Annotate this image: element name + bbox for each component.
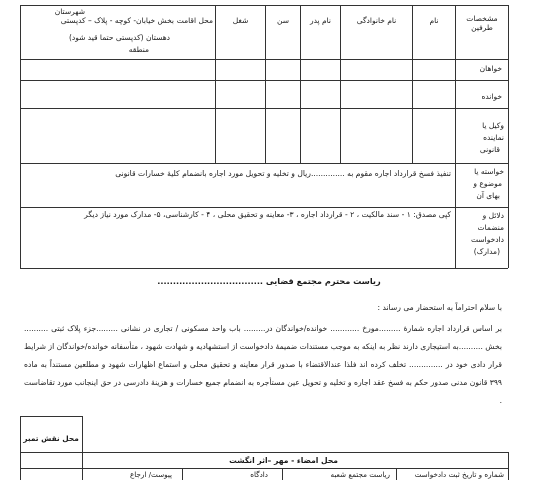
row-subject-border bbox=[20, 207, 508, 208]
row-label-subject-3: بهای آن bbox=[476, 191, 500, 200]
row-defendant-border bbox=[20, 108, 508, 109]
col-father-border bbox=[300, 5, 301, 163]
col-name-border bbox=[412, 5, 413, 163]
row-label-evidence-4: (مدارک) bbox=[473, 247, 500, 256]
footer-reference-col: پیوست/ ارجاع bbox=[129, 470, 172, 479]
label-column-border bbox=[455, 5, 456, 268]
row-label-plaintiff: خواهان bbox=[479, 64, 502, 73]
header-address-line2: بخش خیابان- کوچه - پلاک – کدپستی bbox=[60, 16, 174, 25]
stamp-label: محل نقش تمبر bbox=[23, 434, 79, 443]
header-address-line4: منطقه bbox=[128, 45, 149, 54]
footer-col-border-2 bbox=[282, 468, 283, 480]
row-label-lawyer-2: نماینده bbox=[483, 133, 504, 142]
header-name: نام bbox=[429, 16, 439, 25]
footer-left-border bbox=[20, 416, 21, 480]
signature-label: محل امضاء - مهر –اثر انگشت bbox=[229, 456, 338, 465]
footer-col-border-1 bbox=[182, 468, 183, 480]
row-label-evidence-1: دلائل و bbox=[482, 211, 504, 220]
row-label-subject-1: خواسته یا bbox=[474, 167, 504, 176]
header-family: نام خانوادگی bbox=[356, 16, 397, 25]
header-bottom-border bbox=[20, 59, 508, 60]
footer-top-border bbox=[20, 452, 508, 453]
row-label-subject-2: موضوع و bbox=[473, 179, 502, 188]
header-father: نام پدر bbox=[309, 16, 332, 25]
header-address-line1: شهرستان bbox=[54, 7, 85, 16]
col-job-border bbox=[215, 5, 216, 163]
table-right-border bbox=[508, 5, 509, 268]
table-top-border bbox=[20, 5, 508, 6]
header-address-line3: دهستان (کدپستی حتما قید شود) bbox=[68, 33, 170, 42]
footer-mid-border bbox=[20, 468, 508, 469]
col-family-border bbox=[340, 5, 341, 163]
letter-heading: ریاست محترم مجتمع قضایی .................................. bbox=[157, 276, 381, 286]
row-label-lawyer-3: قانونی bbox=[479, 145, 500, 154]
row-label-evidence-2: منضمات bbox=[477, 223, 504, 232]
footer-court-col: دادگاه bbox=[250, 470, 268, 479]
row-lawyer-border bbox=[20, 163, 508, 164]
row-plaintiff-border bbox=[20, 80, 508, 81]
footer-right-border bbox=[508, 452, 509, 480]
header-job: شغل bbox=[232, 16, 249, 25]
letter-greeting: با سلام احتراماً به استحضار می رساند : bbox=[377, 303, 502, 312]
table-left-border bbox=[20, 5, 21, 268]
row-label-defendant: خوانده bbox=[481, 92, 502, 101]
footer-branch-col: ریاست مجتمع شعبه bbox=[330, 470, 390, 479]
header-specs: مشخصات طرفین bbox=[466, 14, 498, 33]
subject-text: تنفیذ فسخ قرارداد اجاره مقوم به ..............ریال و تخلیه و تحویل مورد اجاره بانضمام کلیهٔ خسارات قانونی bbox=[115, 169, 451, 178]
stamp-top-border bbox=[20, 416, 82, 417]
table-bottom-border bbox=[20, 268, 508, 269]
row-label-lawyer-1: وکیل یا bbox=[482, 121, 504, 130]
footer-col-border-3 bbox=[396, 468, 397, 480]
letter-body: بر اساس قرارداد اجاره شمارهٔ .........مورخ ............ خوانده/خواندگان در......... باب واحد مسکونی / تجاری در نشانی .........جزء پلاک ثبتی .......... بخش ..........به استیجاری دارند نظر به اینکه به موجب مستندات ضمیمهٔ دادخواست از استشهادیه و شهادت شهود ، متأسفانه خوانده/خواندگان از شرایط قرار دادی خود در .............. تخلف کرده اند فلذا عندالاقتضاء با صدور قرار معاینه و تحقیق محلی و استماع اظهارات شهود و مطلعین مستنداً به ماده ۳۹۹ قانون مدنی صدور حکم به فسخ عقد اجاره و تخلیه و تحویل عین مستأجره به انضمام جمیع خسارات و هزینهٔ دادرسی در حق اینجانب مورد تقاضاست . bbox=[24, 324, 502, 405]
row-label-evidence-3: دادخواست bbox=[470, 235, 504, 244]
header-residence: محل اقامت bbox=[176, 16, 213, 25]
footer-stamp-border bbox=[82, 416, 83, 480]
col-age-border bbox=[265, 5, 266, 163]
footer-office-col: شماره و تاریخ ثبت دادخواست bbox=[414, 470, 504, 479]
header-age: سن bbox=[277, 16, 289, 25]
evidence-text: کپی مصدق: ۱ - سند مالکیت ، ۲ - قرارداد اجاره ، ۳- معاینه و تحقیق محلی ، ۴ - کارشناسی، ۵- مدارک مورد نیاز دیگر bbox=[84, 210, 451, 219]
